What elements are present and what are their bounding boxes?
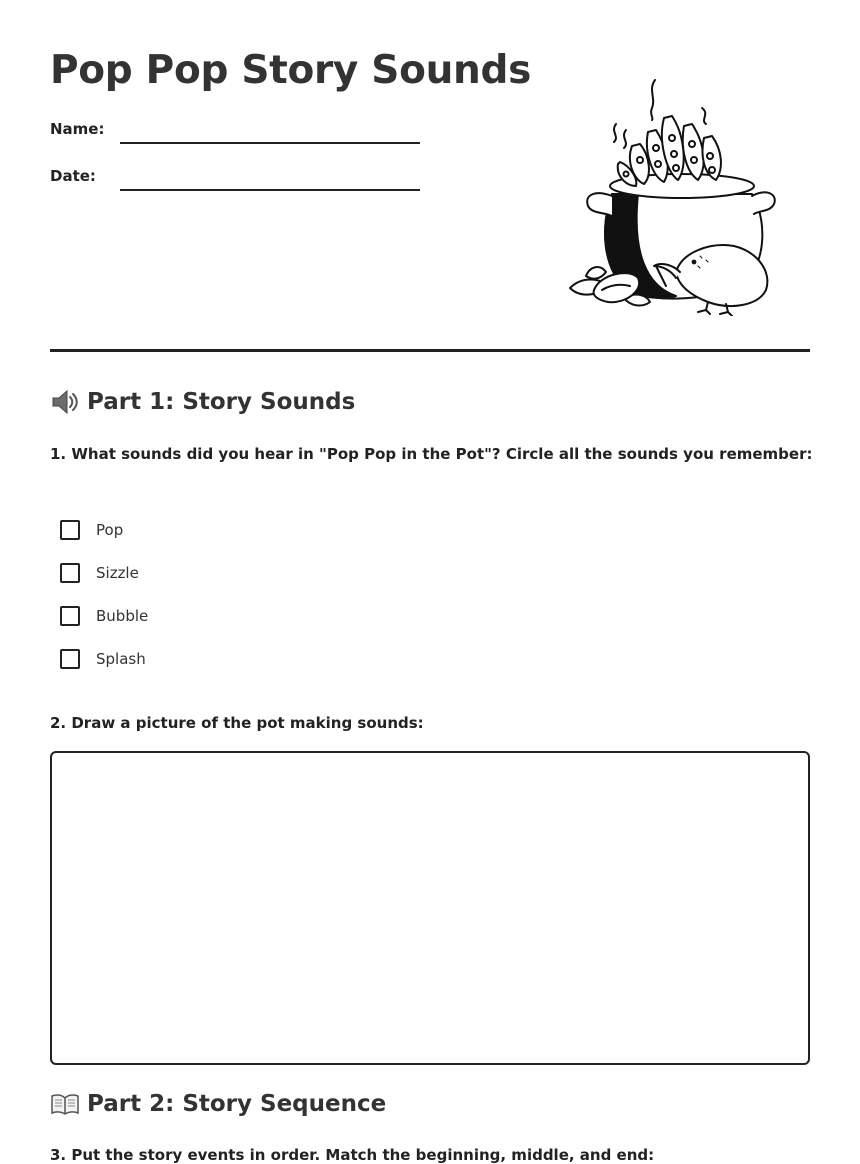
checkbox-bubble[interactable] [60, 606, 80, 626]
cauldron-illustration [560, 76, 780, 316]
speaker-icon [50, 388, 80, 416]
part2-heading-text: Part 2: Story Sequence [87, 1091, 387, 1117]
checkbox-splash[interactable] [60, 649, 80, 669]
part1-heading [50, 388, 355, 416]
date-field [50, 167, 420, 185]
option-splash[interactable] [60, 637, 148, 680]
name-input-line[interactable] [120, 142, 420, 144]
question-2: 2. Draw a picture of the pot making sounds: [50, 714, 424, 732]
checkbox-pop[interactable] [60, 520, 80, 540]
option-label: Bubble [96, 606, 149, 625]
option-label: Pop [96, 520, 124, 539]
worksheet-title: Pop Pop Story Sounds [50, 48, 532, 93]
option-pop[interactable] [60, 508, 148, 551]
name-label: Name: [50, 120, 105, 138]
option-sizzle[interactable] [60, 551, 148, 594]
option-label: Splash [96, 649, 146, 668]
option-bubble[interactable] [60, 594, 148, 637]
part1-heading-text: Part 1: Story Sounds [87, 389, 356, 415]
date-label: Date: [50, 167, 96, 185]
option-label: Sizzle [96, 563, 139, 582]
date-input-line[interactable] [120, 189, 420, 191]
question-3: 3. Put the story events in order. Match the beginning, middle, and end: [50, 1146, 655, 1164]
checkbox-sizzle[interactable] [60, 563, 80, 583]
header-divider [50, 349, 810, 352]
open-book-icon [50, 1090, 80, 1118]
question-1: 1. What sounds did you hear in "Pop Pop in the Pot"? Circle all the sounds you remember: [50, 445, 813, 463]
sound-options-list [60, 508, 148, 680]
part2-heading [50, 1090, 386, 1118]
drawing-area[interactable] [50, 751, 810, 1065]
name-field [50, 120, 420, 138]
